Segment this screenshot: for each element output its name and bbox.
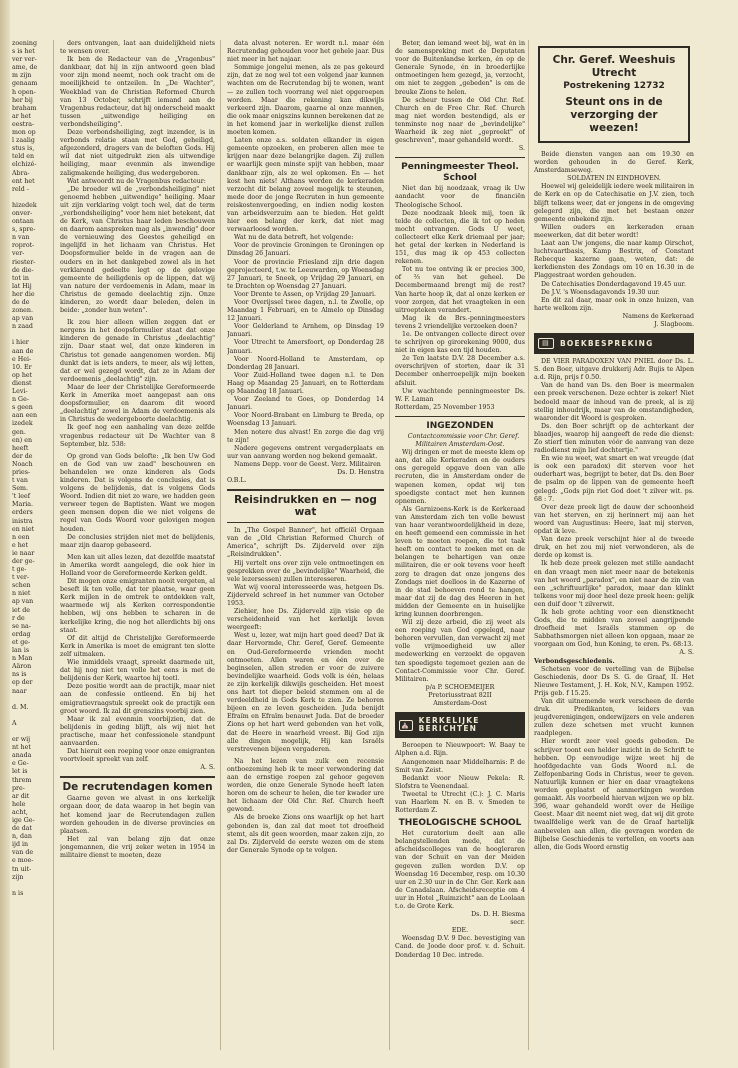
paragraph: Men notere dus alvast! En zorge die dag vrij te zijn! <box>227 428 384 444</box>
paragraph: 2e Ten laatste D.V. 28 December a.s. overschrijven of storten, daar ik 31 December onherroepelijk mijn boeken afsluit. <box>395 355 525 387</box>
paragraph: Namens Depp. voor de Geest. Verz. Militairen <box>234 460 381 468</box>
cut-off-line: h open- <box>12 88 36 96</box>
paragraph: En wie nu weet, wat smart en wat vreugde (dat is ook een paradox) dit sterven voor het ouderhart was, begrijpt te beter, dat Ds. den Boer de psalm op de lippen van de gemeente heeft gelegd: „Gods pijn riet God doet 't zilver wit. ps. 68 : 7. <box>534 455 694 503</box>
column-2 <box>227 40 384 1050</box>
paragraph: Uw wachtende penningmeester Ds. W. F. Laman <box>395 387 525 403</box>
cut-off-line: nt het <box>12 744 31 752</box>
cut-off-line: n is <box>12 889 24 897</box>
banner-boekbespreking <box>534 333 694 354</box>
paragraph: Of dit altijd de Christelijke Gereformeerde Kerk in Amerika is moet de emigrant ten slotte zelf uitmaken. <box>60 634 215 658</box>
cut-off-line: riester- <box>12 258 36 266</box>
cut-off-line: zonen. <box>12 307 33 315</box>
paragraph: Voor Overijssel twee dagen, n.l. te Zwolle, op Maandag 1 Februari, en te Almelo op Dinsdag 12 Januari. <box>227 299 384 323</box>
cut-off-line: s geen <box>12 404 33 412</box>
cut-off-line: eestra- <box>12 120 35 128</box>
cut-off-line: zoening <box>12 40 37 47</box>
cut-off-line: ent het <box>12 177 35 185</box>
paragraph: Deze noodzaak bleek mij, toen ik telde de collecten, die ik tot op heden mocht ontvangen. Gods U weet, collecteert elke Kerk driemaal per jaar; het getal der kerken in Nederland is 151, dus mag ik op 453 collecten rekenen. <box>395 209 525 266</box>
paragraph: Hier wordt zeer veel goeds geboden. De schrijver toont een helder inzicht in de Schrift te hebben. Op eenvoudige wijze weet hij de hoofdgedachte van Gods Woord n.l. de Zelfopenbaring Gods in Christus, weer te geven. Natuurlijk kunnen er hier en daar vraagtekens worden geplaatst of aanmerkingen worden gemaakt. Als voorbeeld hiervan wijzen we op blz. 396, waar gehandeld wordt over de Heilige Geest. Maar dit neemt niet weg, dat wij dit grote twaalfdelige werk van de de Graaf hartelijk aanbevelen aan allen, die gevragen worden de Bijbelse Geschiedenis te vertellen, en voorts aan allen, die Gods Woord ernstig <box>534 738 694 851</box>
paragraph: Als Garnizoens-Kerk is de Kerkeraad van Amsterdam zich ten volle bewust van haar verantwoordelijkheid in deze, en heeft gemeend een commissie in het leven te moeten roepen, die tot taak heeft om contact te zoeken met en de belangen te behartigen van onze militairen, die er ook tevens voor heeft zorg te dragen dat onze jongens des Zondags niet doelloos in de Kazerne of in de stad behoeven rond te hangen, maar dat zij de dag des Heeren in het midden der Gemeente en in huiselijke kring kunnen doorbrengen. <box>395 505 525 618</box>
cut-off-line: Maria. <box>12 501 33 509</box>
cut-off-line: reld - <box>12 185 29 193</box>
column-cut-off <box>12 40 50 1050</box>
section-rule <box>395 157 525 158</box>
article-reisindrukken-body <box>227 527 384 855</box>
church-icon: ⛪ <box>400 720 411 729</box>
heading-recrutendagen: De recrutendagen komen <box>62 781 213 794</box>
heading-ede: EDE. <box>451 927 469 935</box>
book-review-body <box>534 382 694 649</box>
cut-off-line: ver- <box>12 250 25 258</box>
paragraph: Dit mogen onze emigranten nooit vergeten, al beseft ik ten volle, dat ter plaatse, waar geen Kerk mijlen in de omtrek te ontdekken valt, waarmede wij als Kerken correspondentie hebben, wij ons hebben te scharen in de kerkelijke kring, die nog het allerdichts bij ons staat. <box>60 578 215 634</box>
cut-off-line: Noach <box>12 460 33 468</box>
paragraph: 1e. De ontvangen collecte direct over te schrijven op girorekening 9000, dus niet in eigen kas een tijd houden. <box>395 331 525 355</box>
cut-off-line: braham <box>12 104 37 112</box>
cut-off-line: r de <box>12 614 25 622</box>
banner-label: KERKELIJKE BERICHTEN <box>418 716 480 734</box>
cut-off-line <box>12 194 50 202</box>
paragraph: Als de broeke Zions ons waarlijk op het hart gebonden is, dan zal dat moet tot droefheid stemt, als dit geen woorden, maar zaken zijn, zo zal Ds. Zijderveld de eerste wezen om de stem der Generale Synode op te volgen. <box>227 814 384 854</box>
cut-off-line: t ver- <box>12 574 29 582</box>
cut-off-line: der ge- <box>12 558 35 565</box>
signature: Namens de Kerkeraad <box>622 312 694 320</box>
cut-off-line: t van <box>12 477 28 485</box>
paragraph: Van de hand van Ds. den Boer is meermalen een preek verschenen. Deze echter is zeker! Niet bedoeld maar de inhoud van de preek, al is zij stellig inhoudrijk, maar van de omstandigheden, waaronder dit Woord is gesproken. <box>534 382 694 422</box>
banner-label: BOEKBESPREKING <box>560 338 654 348</box>
cut-off-line: s, spre- <box>12 226 36 234</box>
paragraph: Beter, dan iemand weet bij, wat én in de samenspreking met de Deputaten voor de Buitenlandse kerken, én op de Generale Synode, én in broederlijke ontmoetingen hem gezegd, ja, verzocht, om niet te zeggen „gebeden" is om de breuke Zions te helen. <box>395 40 525 96</box>
paragraph: Wat antwoordt nu de Vragenbus redacteur: <box>67 177 206 185</box>
paragraph: Ik heb grote achting voor een dienstknecht Gods, die te midden van zoveel aangrijpende droefheid met Israëls stammen op de Sabbathsmorgen niet alleen kon opgaan, maar ze voorgaan om God, hun Koning, te eren. Ps. 68:13. <box>534 608 694 649</box>
paragraph: Voor de provincie Friesland zijn drie dagen geprojecteerd, t.w. te Leeuwarden, op Woensdag 27 Januari, te Sneek, op Vrijdag 29 Januari, en te Drachten op Woensdag 27 Januari. <box>227 258 384 290</box>
article-penningmeester-body <box>395 185 525 404</box>
cut-off-line: en niet <box>12 525 35 533</box>
cut-off-line: ep der <box>12 679 33 687</box>
signature: S. <box>518 145 525 153</box>
column-divider <box>53 40 54 1050</box>
section-rule <box>395 416 525 417</box>
column-divider <box>220 40 221 1050</box>
heading-penningmeester: Penningmeester Theol. School <box>401 162 519 184</box>
paragraph: Voor de provincie Groningen te Groningen op Dinsdag 26 Januari. <box>227 242 384 258</box>
paragraph: Voor Zeeland te Goes, op Donderdag 14 Januari. <box>227 396 384 412</box>
cut-off-line: aan een <box>12 412 38 420</box>
paragraph: Ik geef nog een aanhaling van deze zelfde vragenbus redacteur uit De Wachter van 8 September, blz. 538: <box>60 424 215 448</box>
cut-off-line: ns is <box>12 671 27 679</box>
cut-off-line: Abra- <box>12 169 30 177</box>
article-recrutendagen-continued <box>227 40 384 469</box>
paragraph: Voor Noord-Holland te Amsterdam, op Donderdag 28 Januari. <box>227 355 384 371</box>
paragraph: Wil zij deze arbeid, die zij weet als een roeping van God opgelegd, naar behoren vervullen, dan verwacht zij met volle vrijmoedigheid uw aller medewerking en verzoekt de opgaven ten spoedigste tegemoet gezien aan de Contact-Commissie voor Chr. Geref. Militairen. <box>395 619 525 683</box>
section-rule <box>227 489 384 491</box>
ad-city: Utrecht <box>591 67 637 79</box>
paragraph: Ik zou hier alleen willen zeggen dat er nergens in het doopsformulier staat dat onze kinderen de genade in Christus „deelachtig" zijn. Daar staat wel, dat onze kinderen in Christus tot genade aangenomen worden. Mij dunkt dat is iets anders, te meer, als wij letten, dat er wel gezegd wordt, dat ze in Adam der verdoemenis „deelachtig" zijn. <box>60 319 215 383</box>
cut-off-line: e Ge- <box>12 760 29 768</box>
column-4 <box>534 40 694 1050</box>
paragraph: Schetsen voor de vertelling van de Bijbelse Geschiedenis, door Ds S. G. de Graaf, II. Het Nieuwe Testament, J. H. Kok, N.V., Kampen 1952. Prijs geb. f 15.25. <box>534 665 694 697</box>
cut-off-line: ar het <box>12 112 32 120</box>
cut-off-line: lat Hij <box>12 282 32 290</box>
article-verbondsgeschiedenis-body <box>534 666 694 852</box>
subheading-contactcommissie: Contactcommissie voor Chr. Geref. Militairen Amsterdam-Oost. <box>407 432 520 449</box>
cut-off-line: n zaad <box>12 323 33 331</box>
cut-off-line: tot in <box>12 274 29 282</box>
cut-off-line: schen <box>12 582 31 590</box>
paragraph: Wat nu de data betreft, het volgende: <box>234 234 354 242</box>
paragraph: Laat aan Uw jongens, die naar kamp Oirschot, luchtvaartbasis, Kamp Bestrix, of Constant Rebecque kazerne gaan, weten, dat: de kerkdiensten des Zondags om 10 en 16.30 in de Plaggestraat worden gehouden. <box>534 240 694 280</box>
paragraph: Wie inmiddels vraagt, spreekt daarmede uit, dat hij nog niet ten volle het eens is met de belijdenis der Kerk, waartoe hij toetl. <box>60 659 215 683</box>
cut-off-line: teld en <box>12 153 35 161</box>
cut-off-line: hizedek <box>12 201 37 209</box>
cut-off-line: onver- <box>12 209 33 217</box>
paragraph: De Catechisaties Donderdagavond 19.45 uur. <box>541 280 686 288</box>
paragraph: ders ontvangen, laat aan duidelijkheid niets te wensen over. <box>60 40 215 56</box>
cut-off-line: elchizé- <box>12 161 37 169</box>
paragraph: In „The Gospel Banner", het officiël Orgaan van de „Old Christian Reformed Church of America", schrijft Ds. Zijderveld over zijn „Reisindrukken". <box>227 527 384 559</box>
cut-off-line: pries- <box>12 468 31 476</box>
advertisement-weeshuis <box>538 46 690 143</box>
cut-off-line: n Ge- <box>12 396 29 404</box>
paragraph: data alvast noteren. Er wordt n.l. maar één Recrutendag gehouden voor het gehele jaar. Dus niet meer in het najaar. <box>227 40 384 64</box>
cut-off-line: naar <box>12 687 27 695</box>
cut-off-line: aan de <box>12 347 34 355</box>
paragraph: Voor Gelderland te Arnhem, op Dinsdag 19 Januari. <box>227 323 384 339</box>
notice-body <box>534 151 694 175</box>
paragraph: Gaarne geven we alvast in ons kerkelijk orgaan door, de data waarop in het begin van het komend jaar de Recrutendagen zullen worden gehouden in de diverse provincies en plaatsen. <box>60 795 215 835</box>
paragraph: Laten onze a.s. soldaten elkander in eigen gemeente opzoeken, en proberen allen mee te krijgen naar deze belangrijke dagen. Zij zullen er waarlijk geen minste spijt van hebben, maar dankbaar zijn, als ze wel opkomen. En — het kost hen niets! Althans worden de kerkeraden verzocht dit belang zoveel mogelijk te steunen, mede door de jonge Recruten in hun gemeente reiskostenvergoeding, en indien nodig kosten van arbeidsverzuim aan te bieden. Het geldt hier een belang der kerk, dat niet mag verwaarloosd worden. <box>227 137 384 234</box>
cut-off-line: roprot- <box>12 242 35 250</box>
paragraph: Voor Utrecht te Amersfoort, op Donderdag 28 Januari. <box>227 339 384 355</box>
cut-off-line: t ge- <box>12 566 27 574</box>
cut-off-line: ap van <box>12 598 34 606</box>
article-ingezonden-body <box>395 449 525 684</box>
dateline: Rotterdam, 25 November 1953 <box>395 403 495 411</box>
cut-off-line: iet de <box>12 606 31 614</box>
signature-org: O.B.L. <box>227 477 247 485</box>
cut-off-line: inistra <box>12 517 33 525</box>
cut-off-line: n een <box>12 533 30 541</box>
address-line: Amsterdam-Oost <box>433 700 487 708</box>
cut-off-line: Levi- <box>12 388 28 396</box>
article-soldaten-body <box>534 183 694 313</box>
cut-off-line: ijd in <box>12 841 29 849</box>
cut-off-line: Sem. <box>12 485 29 493</box>
paragraph: Mag ik de Brs.-penningmeesters tevens 2 vriendelijke verzoeken doen? <box>395 314 525 330</box>
signature: A. S. <box>679 649 694 657</box>
cut-off-line: m zijn <box>12 72 32 80</box>
paragraph: Voor Drente te Assen, op Vrijdag 29 Januari. <box>234 290 377 298</box>
ede-text: Woensdag D.V. 9 Dec. bevestiging van Cand. de Joode door prof. v. d. Schuit. Donderdag 10 Dec. intrede. <box>395 935 525 959</box>
cut-off-line: zijn <box>12 873 24 881</box>
paragraph: Men kan uit alles lezen, dat dezelfde maatstaf in Amerika wordt aangelegd, die ook hier in Holland voor de Gereformeerde Kerken geldt. <box>60 553 215 577</box>
paragraph: Ik heb deze preek gelezen met stille aandacht en dan vraagt men niet meer naar de betekenis van het woord „paradox", en niet naar de zin van een „schriftuurlijke" paradox, maar dan klinkt telkens voor mij door heel deze preek heen: gelijk een duif door 't zilverwit. <box>534 560 694 608</box>
article-theologische-school-body <box>395 830 525 911</box>
cut-off-line: threm <box>12 776 32 784</box>
cut-off-line: e het <box>12 541 29 549</box>
cut-off-line: gen. <box>12 428 26 436</box>
cut-off-line: n niet <box>12 590 31 598</box>
paragraph: Het curatorium deelt aan alle belangstellenden mede, dat de afscheidscolleges van de hoogleraren van der Schuit en van der Meiden gegeven zullen worden D.V. op Woensdag 16 December, resp. om 10.30 uur en 2.30 uur in de Chr. Ger. Kerk aan de Canadalaan. Afscheidsreceptie om 4 uur in Hotel „Ruimzicht" aan de Loolaan t.o. de Grote Kerk. <box>395 830 525 910</box>
paragraph: Niet dan bij noodzaak, vraag ik Uw aandacht voor de financiën Theologische School. <box>395 185 525 209</box>
signature: Ds. D. H. Biesma <box>471 911 525 919</box>
article-recrutendagen-body <box>60 795 215 860</box>
paragraph: Na het lezen van zulk een recensie ontboezeming heb ik te meer verwondering dat aan de ernstige roepen zal gehoor gegeven worden, die onze Generale Synode heeft laten horen om de scheur te helen, die ter kwader ure het lichaam der Old Chr. Ref. Church heeft gewond. <box>227 757 384 814</box>
cut-off-line: e Hei- <box>12 355 32 363</box>
paragraph: De J.V. 's Woensdagavonds 19.30 uur. <box>541 288 660 296</box>
cut-off-line: van de <box>12 849 34 857</box>
paragraph: Dat hieruit een roeping voor onze emigranten voortvloeit spreekt van zelf. <box>60 748 215 764</box>
cut-off-line: d. M. <box>12 703 29 711</box>
cut-off-line: izedek <box>12 420 33 428</box>
cut-off-line: hele <box>12 800 26 808</box>
cut-off-line <box>12 696 50 704</box>
cut-off-line: s is het <box>12 48 35 56</box>
cut-off-line: pre- <box>12 784 25 792</box>
address-line: Pretoriusstraat 82II <box>428 691 492 699</box>
cut-off-line: de die- <box>12 266 34 274</box>
page-fold-shadow <box>0 0 10 1068</box>
cut-off-line: stus is, <box>12 145 35 153</box>
cut-off-line: dienst <box>12 379 32 387</box>
ad-slogan: Steunt ons in de verzorging der weezen! <box>565 96 663 134</box>
paragraph: Het zal van belang zijn dat onze jongemannen, die vrij zeker weten in 1954 in militaire dienst te moeten, deze <box>60 835 215 859</box>
cut-off-line: 10. Er <box>12 363 32 371</box>
column-1 <box>60 40 215 1050</box>
cut-off-line: n van <box>12 234 30 242</box>
cut-off-line: let is <box>12 768 28 776</box>
cut-off-line: l zaalig <box>12 137 35 145</box>
paragraph: Van dit uitnemende werk verscheen de derde druk. Predikanten, leiders van jeugdverenigingen, onderwijzers en vele anderen zullen deze schetsen met vrucht kunnen raadplegen. <box>534 698 694 738</box>
paragraph: Beroepen te Nieuwpoort: W. Baay te Alphen a.d. Rijn. <box>395 742 525 758</box>
cut-off-line: A <box>12 719 17 727</box>
paragraph: Deze verbondsheiliging, zegt inzender, is in verbonds relatie staan met God, geheiligd, afgezonderd, dragers van de beloften Gods. Hij wil dat niet uitgedrukt zien als uitwendige heiliging, maar evenmin als inwendige zaligmakende heiliging, dus wedergeboren. <box>60 129 215 177</box>
paragraph: Van deze preek verschijnt hier al de tweede druk, en het zou mij niet verwonderen, als de derde op komst is. <box>534 536 694 560</box>
heading-theologische-school: THEOLOGISCHE SCHOOL <box>398 818 522 829</box>
paragraph: Voor Noord-Brabant en Limburg te Breda, op Woensdag 13 Januari. <box>227 412 384 428</box>
cut-off-line: op het <box>12 371 33 379</box>
paragraph: Sommige jongelui menen, als ze pas gekeurd zijn, dat ze nog wel tot een volgend jaar kunnen wachten om de Recrutendag bij te wonen, want — ze zullen toch voorrang wel niet opgeroepen worden. Maar die rekening kan dikwijls verkeerd zijn. Daarom, gaarne al onze mannen, die ook maar enigszins kunnen berekenen dat ze in het komend jaar in werkelijke dienst zullen moeten komen. <box>227 64 384 137</box>
cut-off-line: er wij <box>12 736 31 744</box>
heading-ingezonden: INGEZONDEN <box>426 420 494 431</box>
cut-off-line: et ge- <box>12 638 31 646</box>
paragraph: Wat wij vooral interesseerde was, hetgeen Ds. Zijderveld schreef in het nummer van October 1953. <box>227 583 384 607</box>
paragraph: De scheur tussen de Old Chr. Ref. Church en de Free Chr. Ref. Church mag niet worden bestendigd, als er tenminste nog naar de „bevindelijke" Waarheid ik zeg niet „gepreekt" of geschreven", maar gehandeld wordt. <box>395 96 525 145</box>
cut-off-line: de de <box>12 299 30 306</box>
signature: p/a P. SCHOEMEIJER <box>425 683 495 691</box>
cut-off-line: en) en <box>12 436 33 444</box>
cut-off-line: ver ver- <box>12 56 37 64</box>
paragraph: Aangenomen naar Middelharnis: P. de Smit van Zeist. <box>395 758 525 774</box>
cut-off-line: e moe- <box>12 857 34 865</box>
paragraph: Maar de leer der Christelijke Gereformeerde Kerk in Amerika moet aangepast aan ons doopsformulier, en daarom dit woord „deelachtig" zowel in Adam de verdoemenis als in Christus de wedergeboorte deelachtig. <box>60 383 215 424</box>
cut-off-line: 't leef <box>12 493 31 501</box>
banner-kerkelijke-berichten <box>395 712 525 738</box>
cut-off-line: ap van <box>12 315 34 323</box>
cut-off-line: ame, de <box>12 64 38 72</box>
paragraph: Wij dringen er met de meeste klem op aan, dat alle Kerkeraden en de ouders ons geregeld opgave doen van alle recruten, die in Amsterdam onder de wapenen komen, opdat wij ten spoedigste contact met hen kunnen opnemen. <box>395 449 525 505</box>
heading-verbondsgeschiedenis: Verbondsgeschiedenis. <box>534 657 615 665</box>
paragraph: Ziehier, hoe Ds. Zijderveld zijn visie op de verscheidenheid van het kerkelijk leven weergeeft: <box>227 608 384 632</box>
article-emigrants-body <box>60 40 215 764</box>
ad-postrekening: Postrekening 12732 <box>563 81 665 91</box>
cut-off-line <box>12 882 50 890</box>
paragraph: Voor Zuid-Holland twee dagen n.l. te Den Haag op Maandag 25 Januari, en te Rotterdam op Maandag 18 Januari. <box>227 371 384 396</box>
cut-off-line: ar dit <box>12 792 30 800</box>
paragraph: Over deze preek ligt de dauw der schoonheid van het sterven, en zij herinnert mij aan het woord van Augustinus: Heere, laat mij sterven, opdat ik leve. <box>534 503 694 536</box>
signature: A. S. <box>200 764 215 772</box>
signature: Ds. D. Henstra <box>337 468 384 476</box>
signature-title: secr. <box>510 919 525 927</box>
cut-off-line <box>12 712 50 720</box>
paragraph: Hij vertelt ons over zijn vele ontmoetingen en gesprekken over de „bevindelijke" Waarheid, die vele lezersessen) zullen interesseren. <box>227 559 384 583</box>
paragraph: Op grond van Gods belofte: „Ik ben Uw God en de God van uw zaad" beschouwen en behandelen we onze kinderen als Gods kinderen. Dat is volgens de conclusies, dat is volgens de belijdenis, dat is volgens Gods Woord. Indien dit niet zo ware, we hadden geen verweer tegen de Baptisten. Want we mogen geen mensen dopen die we niet volgens de regel van Gods Woord voor gelovigen mogen houden. <box>60 452 215 533</box>
paragraph: Nadere gegevens omtrent vergaderplaats en uur van aanvang worden nog bekend gemaakt. <box>227 444 384 460</box>
paragraph: Deze positie wordt aan de practijk, maar niet aan de confessie ontleend. En bij het emigratievraagstuk spreekt ook de practijk een groot woord. Ik zal dit grenszins voorbij zien. <box>60 683 215 715</box>
cut-off-line: erders <box>12 509 33 517</box>
cut-off-line: n, dan <box>12 833 32 841</box>
column-divider <box>528 40 529 1050</box>
paragraph: De conclusies strijden niet met de belijdenis, maar zijn daarop gebaseerd. <box>60 533 215 549</box>
cut-off-line: tn uit- <box>12 865 32 873</box>
paragraph: Beide diensten vangen aan om 19.30 en worden gehouden in de Geref. Kerk, Amsterdamseweg. <box>534 151 694 175</box>
cut-off-line: ige Ge- <box>12 817 35 824</box>
paragraph: West u, lezer, wat mijn hart goed deed? Dat ik daar Hervormde, Chr. Geref, Geref. Gemeente en Oud-Gereformeerde vrienden mocht ontmoeten. Allen waren en één over de beginselen, allen streden er voor de zuivere bevindelijke waarheid. Gods volk is één, helaas ze zijn kerkelijk dikwijls gescheiden. Het moest ons hart tot dieper beleid stemmen om al de verdeeldheid in Gods Kerk te zien. Ze behoren bijeen en ze leven gescheiden. Juda benijdt Efraïm en Efraïm benauwt Juda. Dat de broeder Zions op het hart werd gebonden van het volk, dat de Heere in waarheid vreest. Bij God zijn alle dingen mogelijk, Hij kan Israëls verstrevenen bijeen vergaderen. <box>227 632 384 753</box>
cut-off-line: her bij <box>12 96 33 104</box>
paragraph: Maar ik zal evenmin voorbijzien, dat de belijdenis in geding blijft, als wij niet het practische, maar het confessionele standpunt aanvaarden. <box>60 715 215 747</box>
paragraph: Tweetal te Utrecht (C.): J. C. Maris van Haarlem N. en B. v. Smeden te Rotterdam Z. <box>395 790 525 815</box>
paragraph: „De broeder wil de „verbondsheiliging" niet genoemd hebben „uitwendige" heiliging. Maar uit zijn verklaring volgt toch wel, dat de term „verbondsheiliging" voor hem niet betekent, dat de Kerk, van Christus haar leden beschouwen en daarom aanspreken mag als „inwendig" door de vernieuwing des Geestes geheiligd en ingelijfd in het lichaam van Christus. Het Doopsformulier belde in de vragen aan de ouders en in het dankgebed zowel als in het verklarend gedeelte legt op de gelovige gemeente de heiligdenis op de lippen, dat wij van nature der verdoemenis in Adam, maar in Christus de gemade deelachtig zijn. Onze kinderen, zo wordt daar beleden, delen in beide: „zonder hun weten". <box>60 185 215 315</box>
cut-off-line <box>12 331 50 339</box>
cut-off-line: n Man <box>12 655 33 663</box>
cut-off-line: her die <box>12 290 35 298</box>
paragraph: Hoewel wij geleidelijk iedere week militairen in de Kerk en op de Catechisatie en J.V. zien, toch blijft telkens weer, dat er jongens in de omgeving gelegerd zijn, die met het bestaan onzer gemeente onbekend zijn. <box>534 183 694 223</box>
paragraph: Tot nu toe ontving ik er precies 300, of ⅔ van het geheel. De Decembermaand brengt mij de rest? Van harte hoop ik, dat al onze kerken er voor zorgen, dat het vraagteken in een uitroepteken verandert. <box>395 266 525 314</box>
cut-off-line: se na- <box>12 622 31 630</box>
book-review-title: DE VIER PARADOXEN VAN PNIEL door Ds. L. S. den Boer, uitgave drukkerij Adr. Bujis te Alpen a.d. Rijn, prijs f 0.50. <box>534 358 694 382</box>
cut-off-line: ontaan <box>12 218 34 226</box>
cut-off-line: heeft <box>12 444 29 452</box>
column-divider <box>389 40 390 1050</box>
column-3 <box>395 40 525 1050</box>
book-icon: ▤ <box>538 338 554 349</box>
cut-off-line <box>12 728 50 736</box>
cut-off-line: genaam <box>12 80 38 88</box>
heading-soldaten: SOLDATEN IN EINDHOVEN. <box>567 175 661 183</box>
cut-off-line: Aäron <box>12 663 32 671</box>
kerkelijke-berichten-list <box>395 742 525 815</box>
cut-off-line: lan is <box>12 647 30 655</box>
cut-off-line: der de <box>12 452 33 460</box>
heading-reisindrukken: Reisindrukken en — nog wat <box>234 494 377 519</box>
paragraph: En dit zal daar, maar ook in onze huizen, van harte welkom zijn. <box>534 296 694 312</box>
paragraph: Ds. den Boer schrijft op de achterkant der blaadjes, waarop hij aangeeft de rede die dienst: Zo stierf tien minuten vóór de aanvang van deze radiodienst mijn lief dochtertje." <box>534 422 694 455</box>
paragraph: Willen ouders en kerkeraden eraan meewerken, dat dit beter wordt! <box>534 223 694 239</box>
cut-off-line: i hier <box>12 339 29 347</box>
cut-off-line: mon op <box>12 129 36 137</box>
cut-off-line: erdag <box>12 630 31 638</box>
cut-off-line: ie naar <box>12 549 35 557</box>
cut-off-line: de dat <box>12 825 33 833</box>
section-rule <box>227 522 384 523</box>
section-rule <box>60 776 215 778</box>
paragraph: Ik ben de Redacteur van de „Vragenbus" dankbaar, dat hij in zijn antwoord geen blad voor zijn mond neemt, noch ook tracht om de moeilijkheid te ontzeilen. In „De Wachter", Weekblad van de Christian Reformed Church van 13 October, schrijft iemand aan de Vragenbus redacteur, dat hij onderscheid maakt tussen „uitwendige heiliging en verbondsheiliging". <box>60 56 215 128</box>
cut-off-line: acht, <box>12 808 28 816</box>
ad-title: Chr. Geref. Weeshuis <box>552 54 676 66</box>
signature: J. Slagboom. <box>654 320 694 328</box>
cut-off-line: anada <box>12 752 32 760</box>
paragraph: Bedankt voor Nieuw Pekela: R. Slofstra te Veenendaal. <box>395 774 525 790</box>
article-reisindrukken-continued <box>395 40 525 145</box>
